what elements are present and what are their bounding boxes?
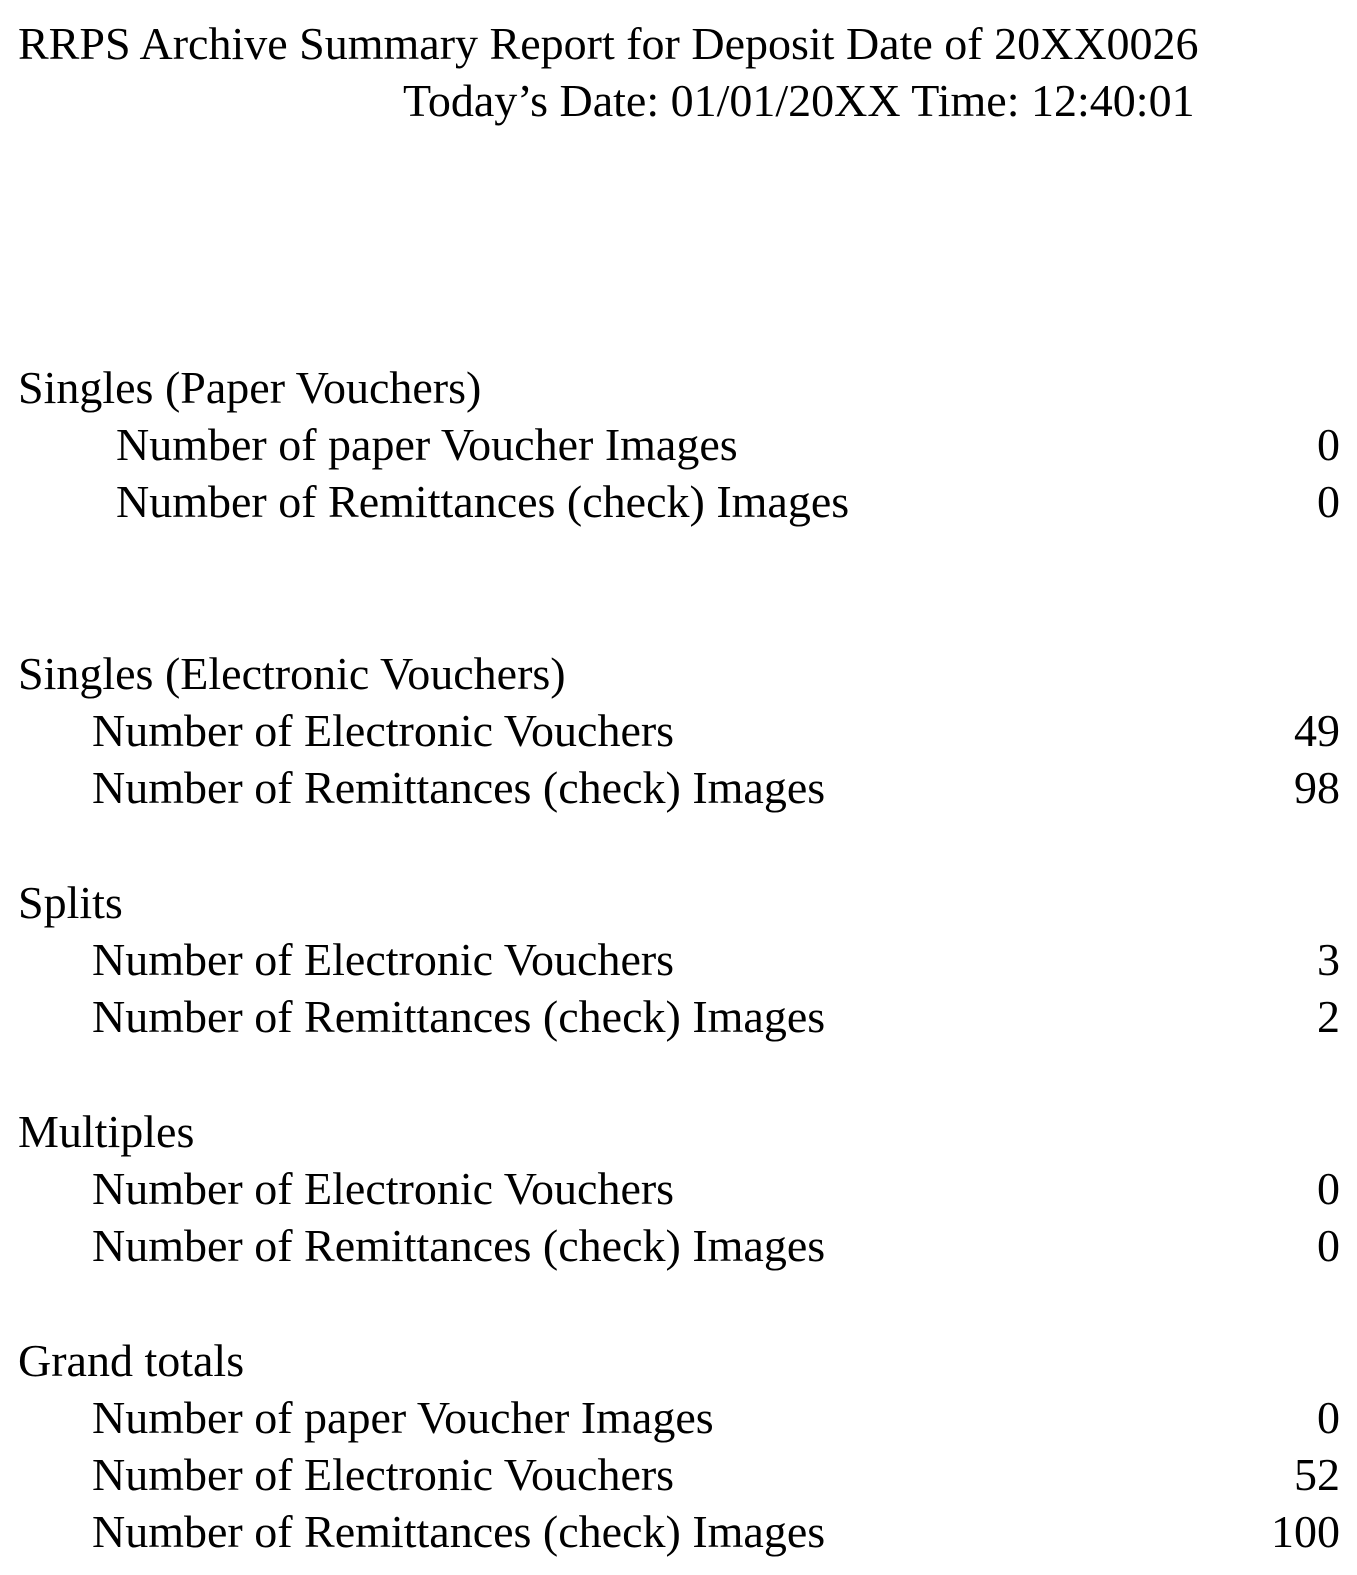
row-label: Number of Remittances (check) Images: [92, 1506, 826, 1557]
row-value: 98: [1294, 762, 1340, 813]
row-label: Number of paper Voucher Images: [116, 419, 738, 470]
summary-row: [0, 991, 1340, 1044]
row-value: 100: [1271, 1506, 1340, 1557]
row-label: Number of Electronic Vouchers: [92, 1449, 675, 1500]
section-title-multiples: Multiples: [18, 1106, 195, 1157]
summary-row: [0, 1220, 1340, 1273]
summary-row: [0, 1449, 1340, 1502]
row-value: 0: [1317, 1163, 1340, 1214]
row-value: 0: [1317, 1392, 1340, 1443]
row-value: 52: [1294, 1449, 1340, 1500]
row-label: Number of Remittances (check) Images: [92, 1220, 826, 1271]
section-title-singles-electronic: Singles (Electronic Vouchers): [18, 648, 566, 699]
row-value: 0: [1317, 419, 1340, 470]
section-title-splits: Splits: [18, 877, 123, 928]
report-date-time: Today’s Date: 01/01/20XX Time: 12:40:01: [403, 75, 1195, 126]
row-value: 49: [1294, 705, 1340, 756]
row-label: Number of Electronic Vouchers: [92, 705, 675, 756]
summary-row: [0, 934, 1340, 987]
summary-row: [0, 1392, 1340, 1445]
summary-row: [0, 762, 1340, 815]
summary-row: [0, 1506, 1340, 1559]
row-label: Number of Remittances (check) Images: [92, 762, 826, 813]
summary-row: [0, 1163, 1340, 1216]
row-label: Number of Electronic Vouchers: [92, 1163, 675, 1214]
row-label: Number of Electronic Vouchers: [92, 934, 675, 985]
report-title: RRPS Archive Summary Report for Deposit Date of 20XX0026: [18, 18, 1199, 69]
row-label: Number of paper Voucher Images: [92, 1392, 714, 1443]
row-value: 3: [1317, 934, 1340, 985]
summary-row: [0, 419, 1340, 472]
section-title-grand-totals: Grand totals: [18, 1335, 245, 1386]
summary-row: [0, 705, 1340, 758]
row-value: 2: [1317, 991, 1340, 1042]
section-title-singles-paper: Singles (Paper Vouchers): [18, 362, 482, 413]
row-label: Number of Remittances (check) Images: [116, 476, 850, 527]
row-value: 0: [1317, 1220, 1340, 1271]
row-label: Number of Remittances (check) Images: [92, 991, 826, 1042]
summary-row: [0, 476, 1340, 529]
row-value: 0: [1317, 476, 1340, 527]
